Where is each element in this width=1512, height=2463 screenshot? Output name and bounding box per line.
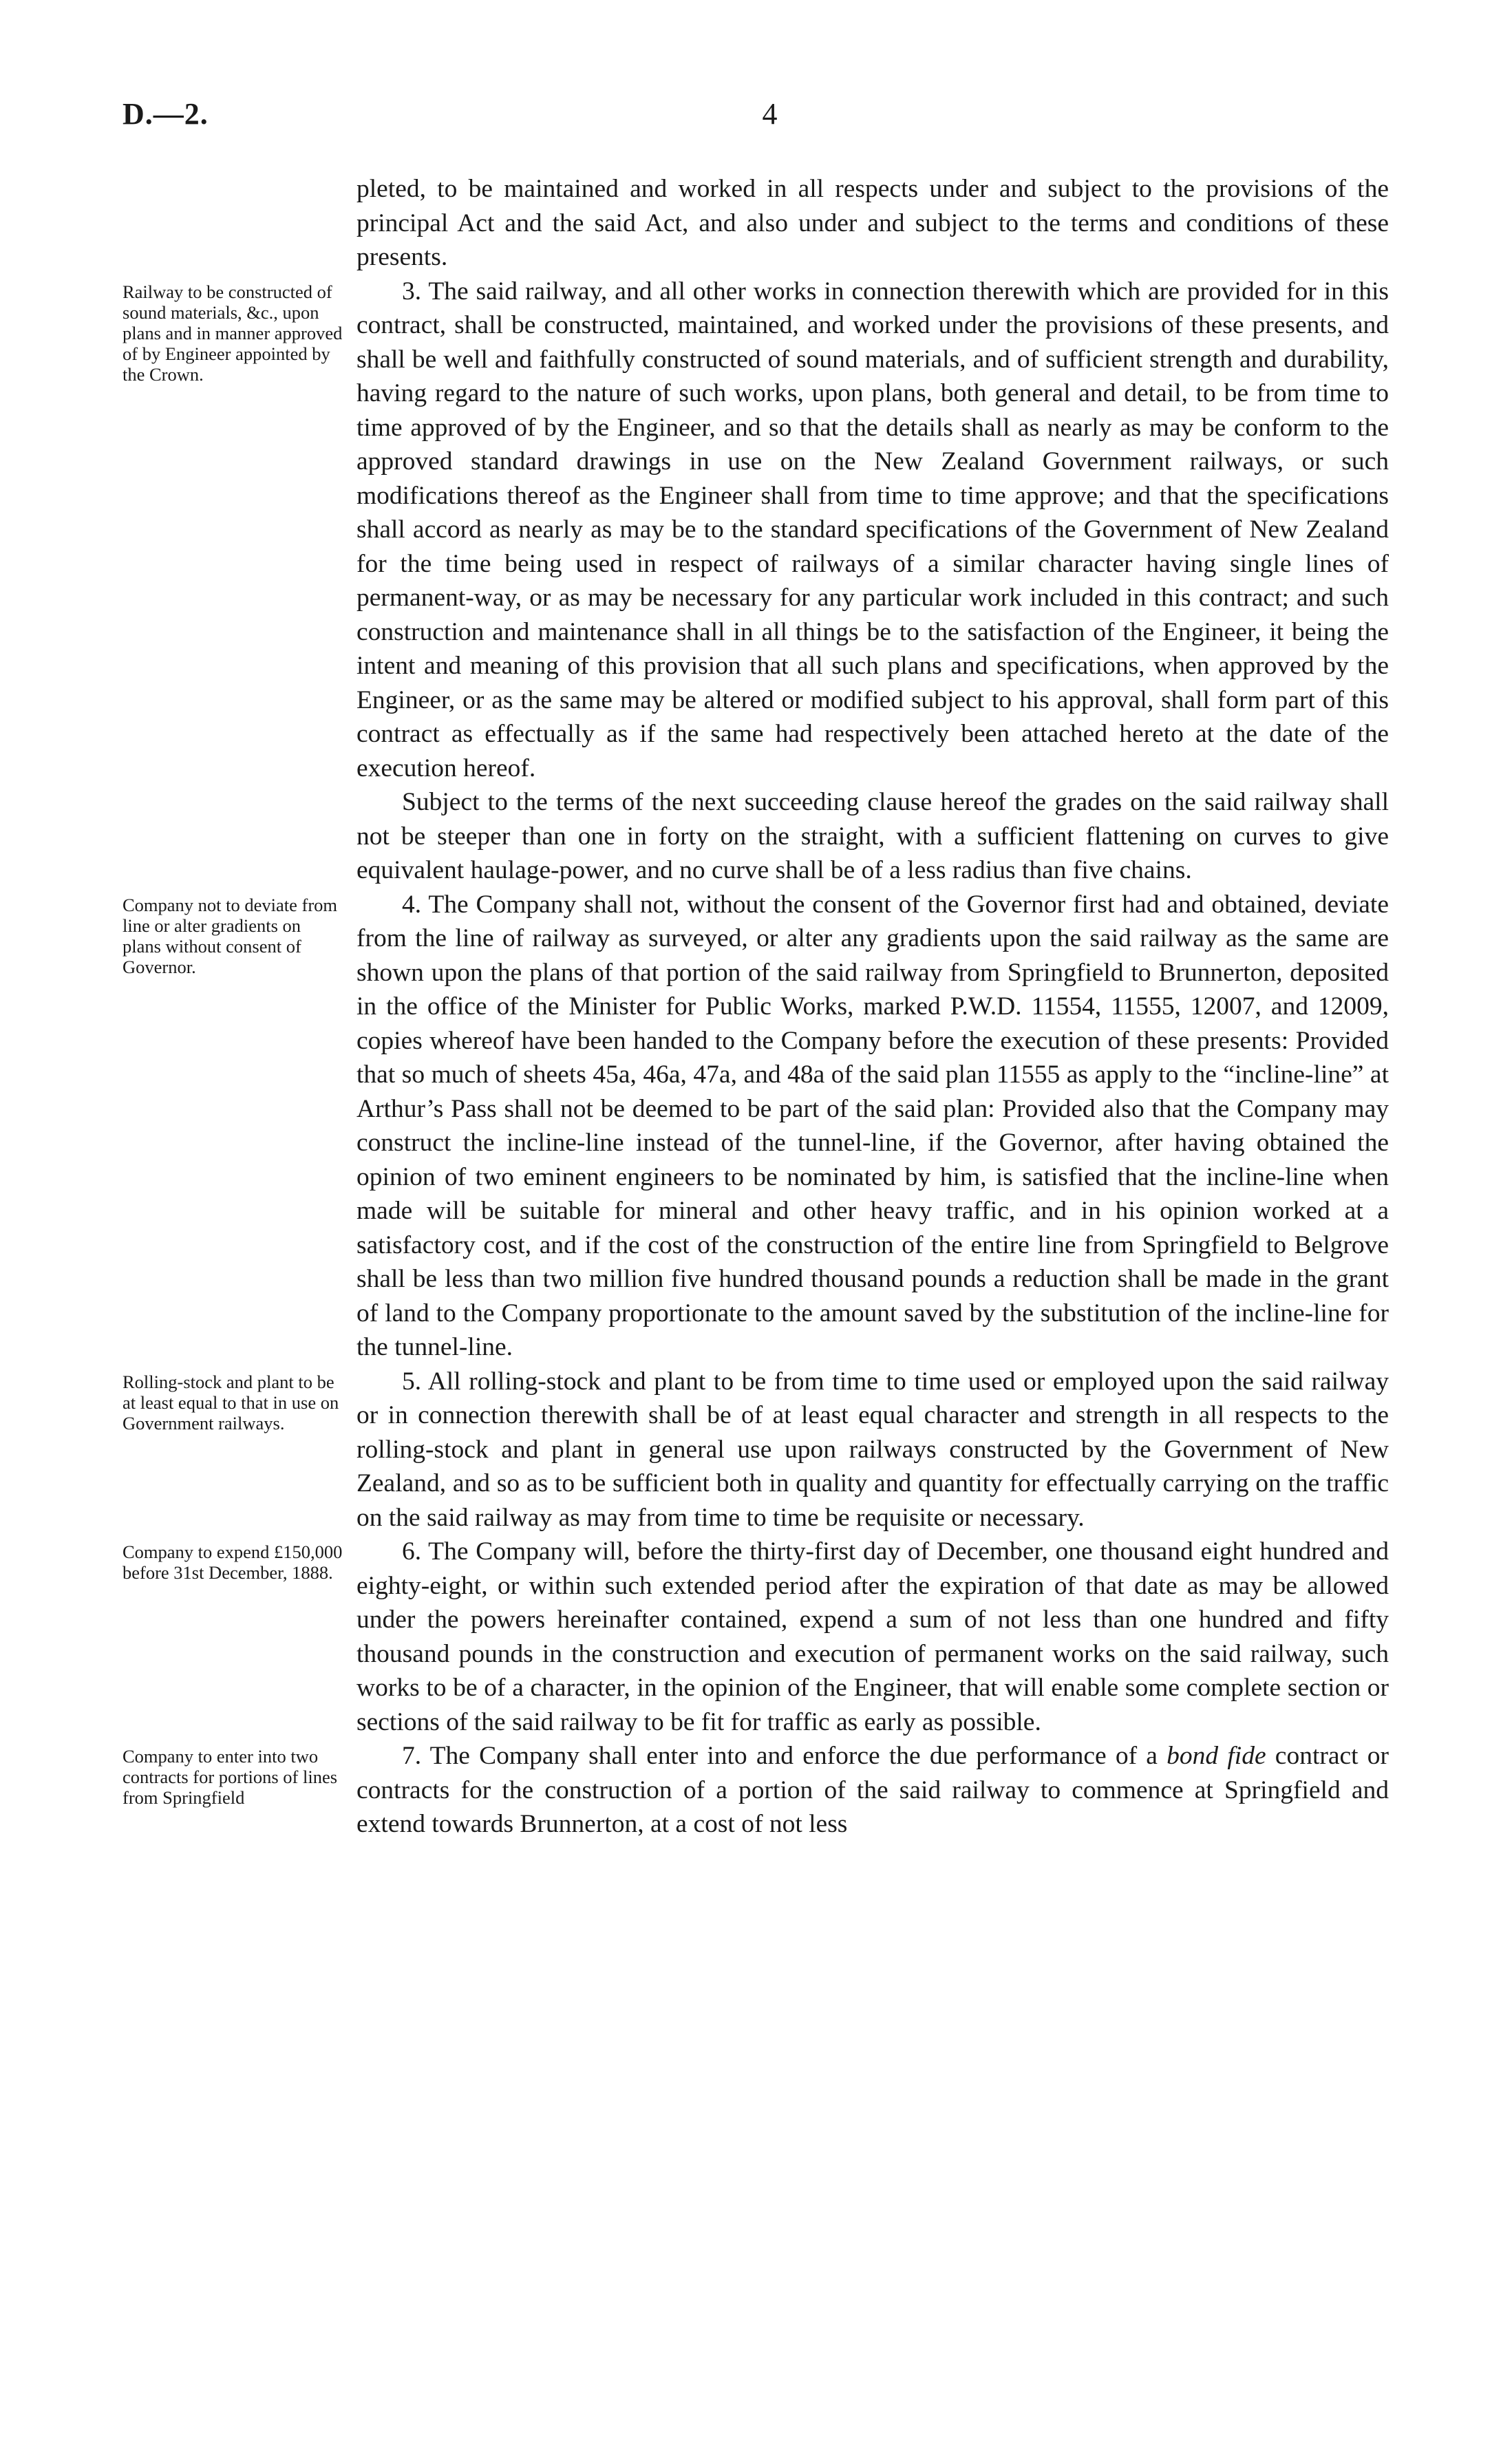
clause-body: [356, 888, 1389, 1365]
text-run: 7. The Company shall enter into and enforce the due performance of a: [402, 1742, 1167, 1770]
clause-body: [356, 172, 1389, 275]
margin-note-clause-5: Rolling-stock and plant to be at least equal to that in use on Government railways.: [123, 1371, 339, 1433]
paragraph: 3. The said railway, and all other works in connection therewith which are provided for in this contract, shall be constructed, maintained, and worked under the provisions of these presents, and shall be well and faithfully constructed of sound materials, and of sufficient strength and durability, having regard to the nature of such works, upon plans, both general and detail, to be from time to time approved of by the Engineer, and so that the details shall as nearly as may be conform to the approved standard drawings in use on the New Zealand Government railways, or such modifications thereof as the Engineer shall from time to time approve; and that the specifications shall accord as nearly as may be to the standard specifications of the Government of New Zealand for the time being used in respect of railways of a similar character having single lines of permanent-way, or as may be necessary for any particular work included in this contract; and such construction and maintenance shall in all things be to the satisfaction of the Engineer, it being the intent and meaning of this provision that all such plans and specifications, when approved by the Engineer, or as the same may be altered or modified subject to his approval, shall form part of this contract as effectually as if the same had respectively been attached hereto at the date of the execution hereof.: [356, 277, 1389, 782]
margin-note-clause-3: Railway to be constructed of sound materials, &c., upon plans and in manner approved of by Engineer appointed by the Crown.: [123, 281, 343, 385]
clause-body: [356, 1739, 1389, 1842]
clause-body: [356, 1535, 1389, 1739]
paragraph: [356, 1739, 1389, 1842]
clause-body: [356, 275, 1389, 888]
clause-5: [123, 1365, 1389, 1535]
paragraph: 5. All rolling-stock and plant to be from time to time used or employed upon the said railway or in connection therewith shall be of at least equal character and strength in all respects to the rolling-stock and plant in general use upon railways constructed by the Government of New Zealand, and so as to be sufficient both in quality and quantity for effectually carrying on the traffic on the said railway as may from time to time be requisite or necessary.: [356, 1367, 1389, 1532]
paragraph: Subject to the terms of the next succeeding clause hereof the grades on the said railway shall not be steeper than one in forty on the straight, with a sufficient flattening on curves to give equivalent haulage-power, and no curve shall be of a less radius than five chains.: [356, 788, 1389, 884]
margin-note-clause-4: Company not to deviate from line or alter gradients on plans without consent of Governor.: [123, 894, 338, 977]
clause-4: [123, 888, 1389, 1365]
italic-text: bond fide: [1167, 1742, 1266, 1770]
paragraph: 6. The Company will, before the thirty-first day of December, one thousand eight hundred and eighty-eight, or within such extended period after the expiration of that date as may be allowed under the powers hereinafter contained, expend a sum of not less than one hundred and fifty thousand pounds in the construction and execution of permanent works on the said railway, such works to be of a character, in the opinion of the Engineer, that will enable some complete section or sections of the said railway to be fit for traffic as early as possible.: [356, 1537, 1389, 1736]
paragraph: 4. The Company shall not, without the consent of the Governor first had and obtained, deviate from the line of railway as surveyed, or alter any gradients upon the said railway as the same are shown upon the plans of that portion of the said railway from Springfield to Brunnerton, deposited in the office of the Minister for Public Works, marked P.W.D. 11554, 11555, 12007, and 12009, copies whereof have been handed to the Company before the execution of these presents: Provided that so much of sheets 45a, 46a, 47a, and 48a of the said plan 11555 as apply to the “incline-line” at Arthur’s Pass shall not be deemed to be part of the said plan: Provided also that the Company may construct the incline-line instead of the tunnel-line, if the Governor, after having obtained the opinion of two eminent engineers to be nominated by him, is satisfied that the incline-line when made will be suitable for mineral and other heavy traffic, and in his opinion worked at a satisfactory cost, and if the cost of the construction of the entire line from Springfield to Belgrove shall be less than two million five hundred thousand pounds a reduction shall be made in the grant of land to the Company proportionate to the amount saved by the substitution of the incline-line for the tunnel-line.: [356, 890, 1389, 1361]
paragraph: pleted, to be maintained and worked in all respects under and subject to the provisions of the principal Act and the said Act, and also under and subject to the terms and conditions of these presents.: [356, 175, 1389, 271]
clause-7: [123, 1739, 1389, 1842]
margin-note-clause-7: Company to enter into two contracts for portions of lines from Springfield: [123, 1746, 338, 1808]
document-reference: D.—2.: [123, 97, 209, 131]
page-header: [123, 96, 1389, 138]
clause-body: [356, 1365, 1389, 1535]
clause-3: [123, 275, 1389, 888]
clause-continuation: [123, 172, 1389, 275]
document-content: [123, 172, 1389, 1842]
page-number: 4: [762, 97, 778, 131]
margin-note: [123, 172, 350, 179]
margin-note-clause-6: Company to expend £150,000 before 31st December, 1888.: [123, 1542, 343, 1583]
text-run: contract or contracts for the construction of a portion of the said railway to commence at Springfield and extend towards Brunnerton, at a cost of not less: [356, 1742, 1389, 1838]
clause-6: [123, 1535, 1389, 1739]
